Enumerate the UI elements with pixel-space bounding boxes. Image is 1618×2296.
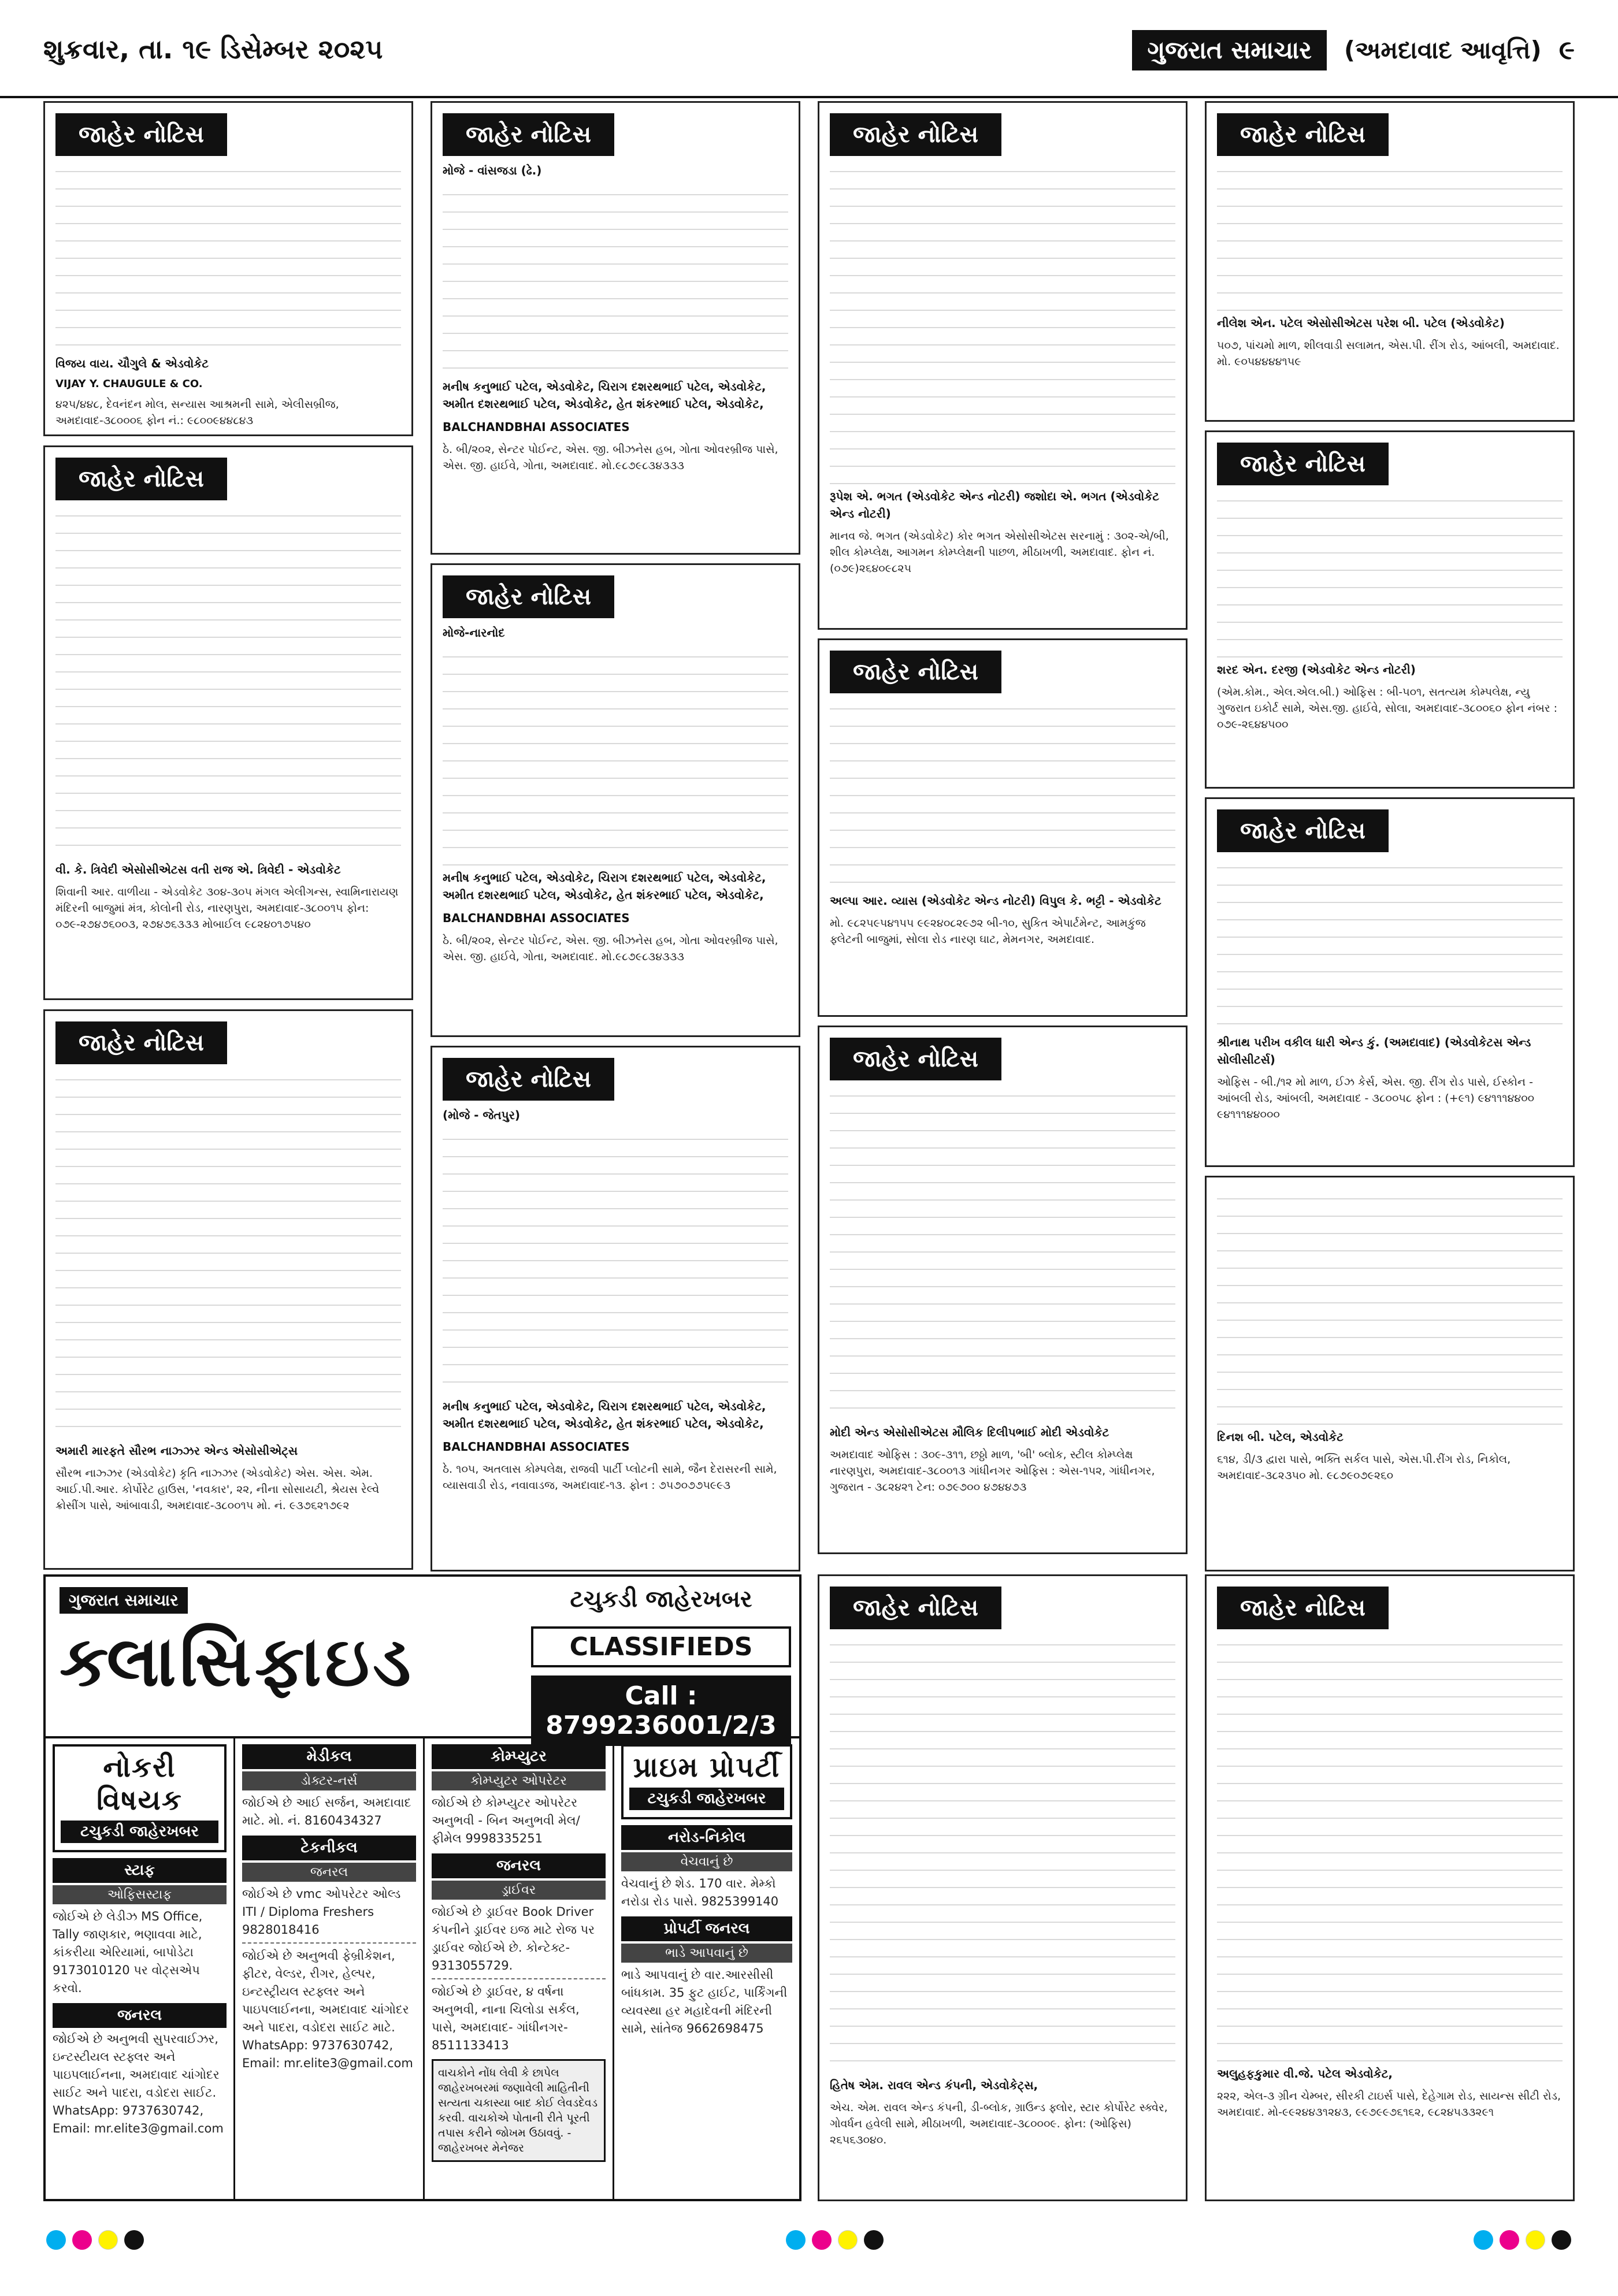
notice-body	[819, 1635, 1186, 2074]
notice-title: જાહેર નોટિસ	[1217, 443, 1389, 485]
column-2	[431, 101, 800, 1571]
notice-address: ઠે. બી/૨૦૨, સેન્ટર પોઈન્ટ, એસ. જી. બીઝનેસ હબ, ગોતા ઓવરબ્રીજ પાસે, એસ. જી. હાઈવે, ગોતા, અમદાવાદ. મો.૯૮૭૯૮૩૪૩૩૩	[443, 443, 778, 472]
category-bar: મેડીકલ	[242, 1744, 416, 1769]
classifieds-section	[43, 1574, 801, 2201]
lower-column-4	[1205, 1574, 1575, 2201]
public-notice	[43, 1009, 413, 1570]
notice-title: જાહેર નોટિસ	[830, 651, 1001, 693]
classified-ad: જોઈએ છે આઈ સર્જન, અમદાવાદ માટે. મો. નં. 8160434327	[242, 1796, 411, 1827]
brand-logo: ગુજરાત સમાચાર	[1132, 30, 1326, 70]
notice-address: શિવાની આર. વાળીયા - એડવોકેટ ૩૦૪-૩૦૫ મંગલ એલીગન્સ, સ્વામિનારાયણ મંદિરની બાજુમાં મંત્ર, કોલોની રોડ, નારણપુરા, અમદાવાદ-૩૮૦૦૧૫ ફોન: ૦૭૯-૨૭૪૭૬૦૦૩, ૨૭૪૭૬૩૩૩ મોબાઈલ ૯૮૨૪૦૧૭૫૪૦	[55, 886, 399, 931]
notice-body	[819, 162, 1186, 485]
notice-title: જાહેર નોટિસ	[830, 1587, 1001, 1629]
notice-signature: વિજય વાય. ચૌગુલે & એડવોકેટ	[55, 356, 209, 370]
notices-area	[43, 101, 1575, 1571]
notice-body	[432, 1130, 799, 1395]
classified-ad: જોઈએ છે vmc ઓપરેટર ઓલ્ડ ITI / Diploma Freshers 9828018416	[242, 1887, 401, 1937]
property-category-sub: ટચુકડી જાહેરખબર	[629, 1788, 784, 1810]
notice-address: ઠે. ૧૦૫, અતલાસ કોમ્પલેક્ષ, રાજવી પાર્ટી પ્લોટની સામે, જૈન દેરાસરની સામે, વ્યાસવાડી રોડ, નવાવાડજ, અમદાવાદ-૧૩. ફોન : ૭૫૭૦૭૭૫૯૯૩	[443, 1463, 777, 1492]
column-1	[43, 101, 413, 1571]
notice-body	[45, 506, 411, 859]
notice-signature-en: BALCHANDBHAI ASSOCIATES	[443, 420, 630, 434]
category-sub: ઓફિસસ્ટાફ	[53, 1885, 227, 1904]
public-notice	[818, 1574, 1187, 2201]
public-notice	[1205, 1574, 1575, 2201]
notice-address: માનવ જે. ભગત (એડવોકેટ) કોર ભગત એસોસીએટસ સરનામું : ૩૦૨-એ/બી, શીલ કોમ્પ્લેક્ષ, આગમન કોમ્પ્લેક્ષની પાછળ, મીઠાખળી, અમદાવાદ. ફોન નં. (૦૭૯)૨૬૪૦૯૮૨૫	[830, 530, 1169, 575]
public-notice	[431, 1046, 800, 1571]
page-header	[0, 0, 1618, 98]
notice-signature: મનીષ કનુભાઈ પટેલ, એડવોકેટ, ચિરાગ દશરથભાઈ પટેલ, એડવોકેટ, અમીત દશરથભાઈ પટેલ, એડવોકેટ, હેત શંકરભાઈ પટેલ, એડવોકેટ,	[443, 871, 766, 902]
column-3	[818, 101, 1187, 1571]
classified-ad: જોઈએ છે ડ્રાઈવર, ૪ વર્ષના અનુભવી, નાના ચિલોડા સર્કલ, પાસે, અમદાવાદ- ગાંધીનગર- 8511133413	[432, 1985, 580, 2052]
notice-title: જાહેર નોટિસ	[1217, 809, 1389, 852]
classified-column-jobs	[46, 1738, 235, 2201]
classifieds-title: ક્લાસિફાઇડ	[60, 1622, 415, 1702]
header-right	[1132, 30, 1575, 70]
ad-separator	[432, 1978, 606, 1979]
registration-dot	[72, 2230, 92, 2250]
column-4	[1205, 101, 1575, 1571]
public-notice	[43, 445, 413, 1000]
registration-dot	[864, 2230, 884, 2250]
public-notice	[431, 101, 800, 555]
category-sub: ડ્રાઈવર	[432, 1881, 606, 1900]
notice-title: જાહેર નોટિસ	[830, 1038, 1001, 1080]
classified-ad: વેચવાનું છે શેડ. 170 વાર. મેમ્કો નરોડા રોડ પાસે. 9825399140	[621, 1877, 779, 1908]
notice-address: ૬૧૪, ડી/૩ દ્વારા પાસે, ભક્તિ સર્કલ પાસે, એસ.પી.રીંગ રોડ, નિકોલ, અમદાવાદ-૩૮૨૩૫૦ મો. ૯૮૭૯૦૭૯૨૬૦	[1217, 1453, 1511, 1482]
notice-signature: શ્રીનાથ પરીખ વકીલ ધારી એન્ડ કું. (અમદાવાદ) (એડવોકેટસ એન્ડ સોલીસીટર્સ)	[1217, 1035, 1531, 1067]
notice-signature: વી. કે. ત્રિવેદી એસોસીએટસ વતી રાજ એ. ત્રિવેદી - એડવોકેટ	[55, 863, 341, 876]
notice-signature: મનીષ કનુભાઈ પટેલ, એડવોકેટ, ચિરાગ દશરથભાઈ પટેલ, એડવોકેટ, અમીત દશરથભાઈ પટેલ, એડવોકેટ, હેત શંકરભાઈ પટેલ, એડવોકેટ,	[443, 1399, 766, 1431]
notice-signature-en: VIJAY Y. CHAUGULE & CO.	[55, 378, 203, 390]
notice-body	[1207, 1177, 1573, 1426]
notice-address: સૌરભ નાઝ્ઝર (એડવોકેટ) કૃતિ નાઝ્ઝર (એડવોકેટ) એસ. એસ. એમ. આઈ.પી.આર. કોર્પોરેટ હાઉસ, 'નવકાર', ૨૨, નીના સોસાયટી, શ્રેયસ રેલ્વે ક્રોસીંગ પાસે, આંબાવાડી, અમદાવાદ-૩૮૦૦૧૫ મો. નં. ૯૩૭૬૨૧૭૯૨	[55, 1467, 380, 1512]
public-notice	[431, 563, 800, 1037]
notice-signature: હિતેષ એમ. રાવલ એન્ડ કંપની, એડવોકેટ્સ,	[830, 2078, 1038, 2092]
registration-dot	[46, 2230, 66, 2250]
classifieds-categories	[46, 1738, 799, 2201]
classifieds-side	[531, 1586, 791, 1746]
category-bar: પ્રોપર્ટી જનરલ	[621, 1916, 792, 1941]
notice-body	[45, 1070, 411, 1440]
classified-ad: જોઈએ છે લેડીઝ MS Office, Tally જાણકાર, ભણાવવા માટે, કાંકરીયા એરિયામાં, બાપોડેટા 9173010120 પર વોટ્સએપ કરવો.	[53, 1909, 203, 1995]
page-number: ૯	[1558, 34, 1575, 65]
category-sub: વેચવાનું છે	[621, 1852, 792, 1871]
notice-address: ૪૨૫/૪૪૮, દેવનંદન મોલ, સન્યાસ આશ્રમની સામે, એલીસબ્રીજ, અમદાવાદ-૩૮૦૦૦૬ ફોન નં.: ૯૮૦૦૯૪૪૮૪૩	[55, 398, 339, 427]
notice-signature-en: BALCHANDBHAI ASSOCIATES	[443, 1440, 630, 1454]
registration-dot	[1500, 2230, 1519, 2250]
notice-body	[432, 647, 799, 867]
notice-signature-en: BALCHANDBHAI ASSOCIATES	[443, 911, 630, 925]
notice-body	[432, 185, 799, 376]
classifieds-call-number: Call : 8799236001/2/3	[531, 1675, 791, 1746]
classified-ad: જોઈએ છે અનુભવી સુપરવાઈઝર, ઇન્ટસ્ટીયલ સ્ટફ્લર અને પાઇપલાઈનના, અમદાવાદ ચાંગોદર સાઈટ અને પાદરા, વડોદરા સાઈટ. WhatsApp: 9737630742, Email: mr.elite3@gmail.com	[53, 2032, 224, 2135]
jobs-category	[53, 1744, 227, 1852]
classifieds-brand: ગુજરાત સમાચાર	[60, 1587, 188, 1614]
classified-ad: જોઈએ છે ડ્રાઈવર Book Driver કંપનીને ડ્રાઈવર ઇજ માટે રોજ પર ડ્રાઈવર જોઈએ છે. કોન્ટેક્ટ- 9313055729.	[432, 1905, 595, 1972]
notice-address: ઓફિસ - બી./૧૨ મો માળ, ઈઝ કેર્સ, એસ. જી. રીંગ રોડ પાસે, ઈસ્કોન - આંબલી રોડ, આંબલી, અમદાવાદ - ૩૮૦૦૫૮ ફોન : (+૯૧) ૯૪૧૧૧૪૪૦૦ ૯૪૧૧૧૪૪૦૦૦	[1217, 1076, 1535, 1121]
public-notice	[818, 1026, 1187, 1554]
notice-body	[819, 699, 1186, 890]
public-notice	[43, 101, 413, 436]
classified-ad: જોઈએ છે કોમ્પ્યુટર ઓપરેટર અનુભવી - બિન અનુભવી મેલ/ફીમેલ 9998335251	[432, 1796, 580, 1845]
lower-column-3	[818, 1574, 1187, 2201]
registration-dot	[838, 2230, 858, 2250]
registration-dot	[124, 2230, 144, 2250]
notice-title: જાહેર નોટિસ	[55, 1021, 227, 1064]
notice-signature: મોદી એન્ડ એસોસીએટસ મૌલિક દિલીપભાઈ મોદી એડવોકેટ	[830, 1425, 1109, 1439]
notice-signature: અલ્પા આર. વ્યાસ (એડવોકેટ એન્ડ નોટરી) વિપુલ કે. ભટ્ટી - એડવોકેટ	[830, 894, 1161, 908]
registration-dot	[1552, 2230, 1571, 2250]
notice-signature: મનીષ કનુભાઈ પટેલ, એડવોકેટ, ચિરાગ દશરથભાઈ પટેલ, એડવોકેટ, અમીત દશરથભાઈ પટેલ, એડવોકેટ, હેત શંકરભાઈ પટેલ, એડવોકેટ,	[443, 380, 766, 411]
category-bar: કોમ્પ્યુટર	[432, 1744, 606, 1769]
jobs-category-title: નોકરી વિષયક	[97, 1751, 183, 1816]
notice-signature: શરદ એન. દરજી (એડવોકેટ એન્ડ નોટરી)	[1217, 663, 1416, 677]
date-line: શુક્રવાર, તા. ૧૯ ડિસેમ્બર ૨૦૨૫	[43, 34, 383, 65]
category-bar: ટેકનીકલ	[242, 1836, 416, 1860]
print-registration-marks	[0, 2230, 1618, 2253]
notice-body	[1207, 858, 1573, 1031]
property-category-title: પ્રાઇમ પ્રોપર્ટી	[633, 1751, 781, 1784]
notice-heading: મોજે-નારનોદ	[443, 626, 505, 640]
category-bar: જનરલ	[432, 1853, 606, 1878]
notice-address: ૫૦૭, પાંચમો માળ, શીલવાડી સલામત, એસ.પી. રીંગ રોડ, આંબલી, અમદાવાદ. મો. ૯૦૫૪૪૪૪૧૫૯	[1217, 339, 1560, 368]
public-notice	[818, 638, 1187, 1017]
registration-dot	[786, 2230, 806, 2250]
public-notice	[1205, 101, 1575, 422]
notice-heading: મોજે - વાંસજડા (ઢે.)	[443, 164, 542, 177]
public-notice	[818, 101, 1187, 630]
notice-body	[1207, 491, 1573, 659]
notice-title: જાહેર નોટિસ	[443, 1058, 614, 1101]
jobs-category-sub: ટચુકડી જાહેરખબર	[61, 1821, 218, 1843]
notice-signature: દિનશ બી. પટેલ, એડવોકેટ	[1217, 1430, 1344, 1444]
notice-title: જાહેર નોટિસ	[443, 575, 614, 618]
public-notice	[1205, 797, 1575, 1167]
notice-title: જાહેર નોટિસ	[1217, 1587, 1389, 1629]
registration-dot	[98, 2230, 118, 2250]
notice-title: જાહેર નોટિસ	[55, 458, 227, 500]
category-sub: કોમ્પ્યુટર ઓપરેટર	[432, 1771, 606, 1790]
classifieds-header	[46, 1577, 799, 1738]
notice-signature: અલુહફકુમાર વી.જે. પટેલ એડવોકેટ,	[1217, 2067, 1393, 2080]
short-ad-title: ટચુકડી જાહેરખબર	[570, 1586, 752, 1613]
notice-title: જાહેર નોટિસ	[830, 113, 1001, 156]
notice-title: જાહેર નોટિસ	[1217, 113, 1389, 156]
property-category	[621, 1744, 792, 1819]
notice-body	[1207, 162, 1573, 312]
public-notice	[1205, 1176, 1575, 1571]
notice-body	[1207, 1635, 1573, 2063]
classifieds-english-title: CLASSIFIEDS	[531, 1626, 791, 1667]
notice-body	[819, 1086, 1186, 1421]
notice-address: ઠે. બી/૨૦૨, સેન્ટર પોઈન્ટ, એસ. જી. બીઝનેસ હબ, ગોતા ઓવરબ્રીજ પાસે, એસ. જી. હાઈવે, ગોતા, અમદાવાદ. મો.૯૮૭૯૮૩૪૩૩૩	[443, 934, 778, 963]
registration-dot	[1474, 2230, 1493, 2250]
notice-address: એચ. એમ. રાવલ એન્ડ કંપની, ડી-બ્લોક, ગ્રાઉન્ડ ફ્લોર, સ્ટાર કોર્પોરેટ સ્ક્વેર, ગોવર્ધન હવેલી સામે, મીઠાખળી, અમદાવાદ-૩૮૦૦૦૯. ફોન: (ઓફિસ) ૨૬૫૬૩૦૪૦.	[830, 2101, 1168, 2146]
category-bar: નરોડ-નિકોલ	[621, 1825, 792, 1850]
notice-title: જાહેર નોટિસ	[55, 113, 227, 156]
reader-notice: વાચકોને નોંધ લેવી કે છાપેલ જાહેરખબરમાં જણાવેલી માહિતીની સત્યતા ચકાસ્યા બાદ કોઈ લેવડદેવડ કરવી. વાચકોએ પોતાની રીતે પૂરતી તપાસ કરીને જોખમ ઉઠાવવું. - જાહેરખબર મેનેજર	[432, 2059, 606, 2162]
notice-signature: અમારી મારફતે સૌરભ નાઝ્ઝર એન્ડ એસોસીએટ્સ	[55, 1444, 298, 1458]
edition-label: (અમદાવાદ આવૃત્તિ)	[1344, 36, 1542, 64]
classified-column-computer-general	[425, 1738, 614, 2201]
notice-address: મો. ૯૮૨૫૯૫૪૧૫૫ ૯૯૨૪૦૮૨૯૭૨ બી-૧૦, સુકિત એપાર્ટમેન્ટ, આમકુંજ ફ્લેટની બાજુમાં, સોલા રોડ નારણ ઘાટ, મેમનગર, અમદાવાદ.	[830, 917, 1146, 946]
notice-heading: (મોજે - જેતપુર)	[443, 1108, 521, 1122]
registration-dot	[812, 2230, 832, 2250]
notice-signature: નીલેશ એન. પટેલ એસોસીએટસ પરેશ બી. પટેલ (એડવોકેટ)	[1217, 316, 1505, 330]
category-bar: સ્ટાફ	[53, 1858, 227, 1883]
classified-ad: ભાડે આપવાનું છે વાર.આરસીસી બાંધકામ. 35 ફુટ હાઈટ, પાર્કિંગની વ્યવસ્થા હર મહાદેવની મંદિરની સામે, સાંતેજ 9662698475	[621, 1968, 788, 2035]
notice-title: જાહેર નોટિસ	[443, 113, 614, 156]
classified-ad: જોઈએ છે અનુભવી ફેબ્રીકેશન, ફીટર, વેલ્ડર, રીગર, હેલ્પર, ઇન્ટસ્ટ્રીયલ સ્ટફ્લર અને પાઇપલાઈનના, અમદાવાદ ચાંગોદર અને પાદરા, વડોદરા સાઈટ માટે. WhatsApp: 9737630742, Email: mr.elite3@gmail.com	[242, 1949, 413, 2070]
notice-address: અમદાવાદ ઓફિસ : ૩૦૯-૩૧૧, છઠ્ઠો માળ, 'બી' બ્લોક, સ્ટીલ કોમ્પ્લેક્ષ નારણપુરા, અમદાવાદ-૩૮૦૦૧૩ ગાંધીનગર ઓફિસ : એસ-૧૫૨, ગાંધીનગર, ગુજરાત - ૩૮૨૪૨૧ ટેન: ૦૭૯૭૦૦ ૪૭૪૪૭૩	[830, 1448, 1155, 1493]
notice-address: ૨૨૨, એલ-૩ ગ્રીન ચેમ્બર, સીરકી ટાઇર્સ પાસે, દેહેગામ રોડ, સાયન્સ સીટી રોડ, અમદાવાદ. મો-૯૯૨૪૪૩૧૨૪૩, ૯૯૭૯૯૭૬૧૬૨, ૯૮૨૪૫૩૩૨૯૧	[1217, 2090, 1561, 2119]
category-sub: જનરલ	[242, 1863, 416, 1882]
public-notice	[1205, 430, 1575, 789]
category-bar: જનરલ	[53, 2003, 227, 2028]
ad-separator	[242, 1942, 416, 1944]
category-sub: ભાડે આપવાનું છે	[621, 1944, 792, 1963]
category-sub: ડોક્ટર-નર્સ	[242, 1771, 416, 1790]
classified-column-medical-technical	[235, 1738, 425, 2201]
notice-signature: રૂપેશ એ. ભગત (એડવોકેટ એન્ડ નોટરી) જશોદા એ. ભગત (એડવોકેટ એન્ડ નોટરી)	[830, 489, 1159, 521]
classified-column-property	[614, 1738, 799, 2201]
registration-dot	[1526, 2230, 1545, 2250]
notice-address: (એમ.કોમ., એલ.એલ.બી.) ઓફિસ : બી-૫૦૧, સતત્યમ કોમ્પલેક્ષ, ન્યુ ગુજરાત ઇકોર્ટ સામે, એસ.જી. હાઈવે, સોલા, અમદાવાદ-૩૮૦૦૬૦ ફોન નંબર : ૦૭૯-૨૬૪૪૫૦૦	[1217, 686, 1558, 731]
notice-body	[45, 162, 411, 352]
